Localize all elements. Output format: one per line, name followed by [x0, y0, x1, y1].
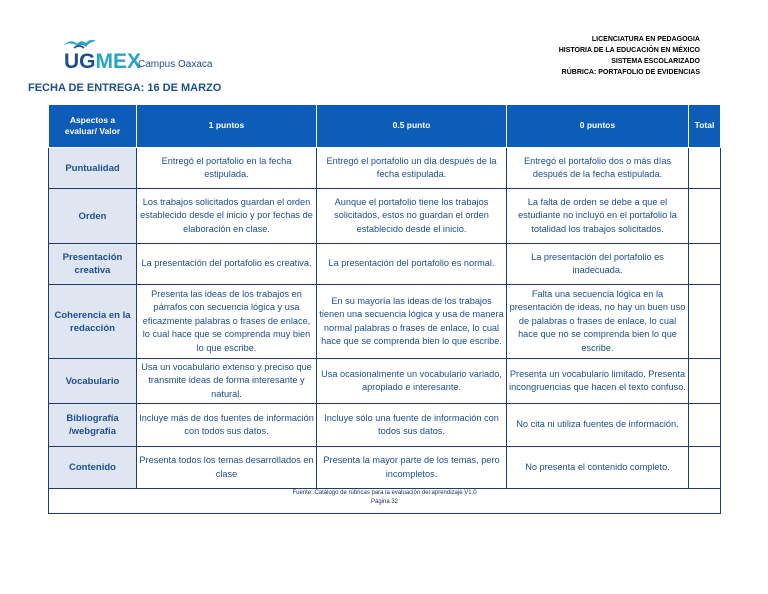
criteria-0-points: Presenta un vocabulario limitado. Presenta incongruencias que hacen el texto confuso. — [507, 359, 689, 404]
criteria-1-point: Usa un vocabulario extenso y preciso que transmite ideas de forma interesante y natural. — [137, 359, 317, 404]
criteria-half-point: Entregó el portafolio un día después de la fecha estipulada. — [317, 148, 507, 189]
ugmex-logo — [62, 36, 272, 73]
criteria-half-point: En su mayoría las ideas de los trabajos tienen una secuencia lógica y usa de manera normal palabras o frases de enlace, lo cual hace que se comprenda bien lo que escribe. — [317, 285, 507, 359]
table-row — [49, 404, 721, 447]
aspect-cell: Contenido — [49, 447, 137, 489]
total-cell[interactable] — [689, 244, 721, 285]
total-cell[interactable] — [689, 359, 721, 404]
table-row — [49, 148, 721, 189]
criteria-1-point: La presentación del portafolio es creativa. — [137, 244, 317, 285]
table-row — [49, 447, 721, 489]
criteria-0-points: No presenta el contenido completo. — [507, 447, 689, 489]
aspect-cell: Coherencia en la redacción — [49, 285, 137, 359]
table-header-row — [49, 105, 721, 148]
criteria-half-point: La presentación del portafolio es normal. — [317, 244, 507, 285]
criteria-0-points: La falta de orden se debe a que el estudiante no incluyó en el portafolio la totalidad los trabajos solicitados. — [507, 189, 689, 244]
header-half-point: 0.5 punto — [317, 105, 507, 148]
logo-wordmark — [64, 50, 141, 74]
source-row — [49, 489, 721, 514]
total-cell[interactable] — [689, 189, 721, 244]
rubric-table — [48, 104, 721, 514]
criteria-half-point: Incluye sólo una fuente de información con todos sus datos. — [317, 404, 507, 447]
aspect-cell: Bibliografía /webgrafía — [49, 404, 137, 447]
logo-wordmark-mex: MEX — [95, 50, 142, 73]
criteria-half-point: Aunque el portafolio tiene los trabajos solicitados, estos no guardan el orden establecido desde el inicio. — [317, 189, 507, 244]
total-cell[interactable] — [689, 447, 721, 489]
header-program: LICENCIATURA EN PEDAGOGIA — [591, 36, 700, 43]
criteria-0-points: La presentación del portafolio es inadecuada. — [507, 244, 689, 285]
criteria-1-point: Presenta todos los temas desarrollados en clase — [137, 447, 317, 489]
table-row — [49, 359, 721, 404]
table-row — [49, 244, 721, 285]
total-cell[interactable] — [689, 285, 721, 359]
criteria-1-point: Incluye más de dos fuentes de información con todos sus datos. — [137, 404, 317, 447]
header-0-points: 0 puntos — [507, 105, 689, 148]
aspect-cell: Puntualidad — [49, 148, 137, 189]
header-aspects: Aspectos a evaluar/ Valor — [49, 105, 137, 148]
criteria-half-point: Presenta la mayor parte de los temas, pero incompletos. — [317, 447, 507, 489]
criteria-half-point: Usa ocasionalmente un vocabulario variado, apropiado e interesante. — [317, 359, 507, 404]
criteria-0-points: Falta una secuencia lógica en la presentación de ideas, no hay un buen uso de palabras o frases de enlace, lo cual hace que no se comprenda bien lo que escribe. — [507, 285, 689, 359]
table-row — [49, 189, 721, 244]
logo-wordmark-ug: UG — [64, 50, 96, 73]
total-cell[interactable] — [689, 404, 721, 447]
header-total: Total — [689, 105, 721, 148]
header-system: SISTEMA ESCOLARIZADO — [611, 58, 700, 65]
criteria-1-point: Entregó el portafolio en la fecha estipulada. — [137, 148, 317, 189]
aspect-cell: Presentación creativa — [49, 244, 137, 285]
page-number: Página 32 — [370, 499, 399, 505]
document-header — [559, 34, 700, 78]
table-row — [49, 285, 721, 359]
criteria-1-point: Los trabajos solicitados guardan el orden establecido desde el inicio y por fechas de elaboración en clase. — [137, 189, 317, 244]
criteria-0-points: No cita ni utiliza fuentes de información. — [507, 404, 689, 447]
aspect-cell: Vocabulario — [49, 359, 137, 404]
aspect-cell: Orden — [49, 189, 137, 244]
due-date: FECHA DE ENTREGA: 16 DE MARZO — [28, 82, 222, 94]
logo-campus-label: Campus Oaxaca — [138, 59, 213, 70]
criteria-0-points: Entregó el portafolio dos o más días después de la fecha estipulada. — [507, 148, 689, 189]
header-rubric-title: RÚBRICA: PORTAFOLIO DE EVIDENCIAS — [561, 69, 700, 76]
source-citation: Fuente: Catálogo de rúbricas para la evaluación del aprendizaje V1.0 — [292, 490, 477, 496]
source-footer — [49, 489, 721, 514]
criteria-1-point: Presenta las ideas de los trabajos en párrafos con secuencia lógica y usa eficazmente palabras o frases de enlace, lo cual hace que se comprenda muy bien lo que escribe. — [137, 285, 317, 359]
total-cell[interactable] — [689, 148, 721, 189]
header-course: HISTORIA DE LA EDUCACIÓN EN MÉXICO — [558, 47, 700, 54]
header-1-point: 1 puntos — [137, 105, 317, 148]
